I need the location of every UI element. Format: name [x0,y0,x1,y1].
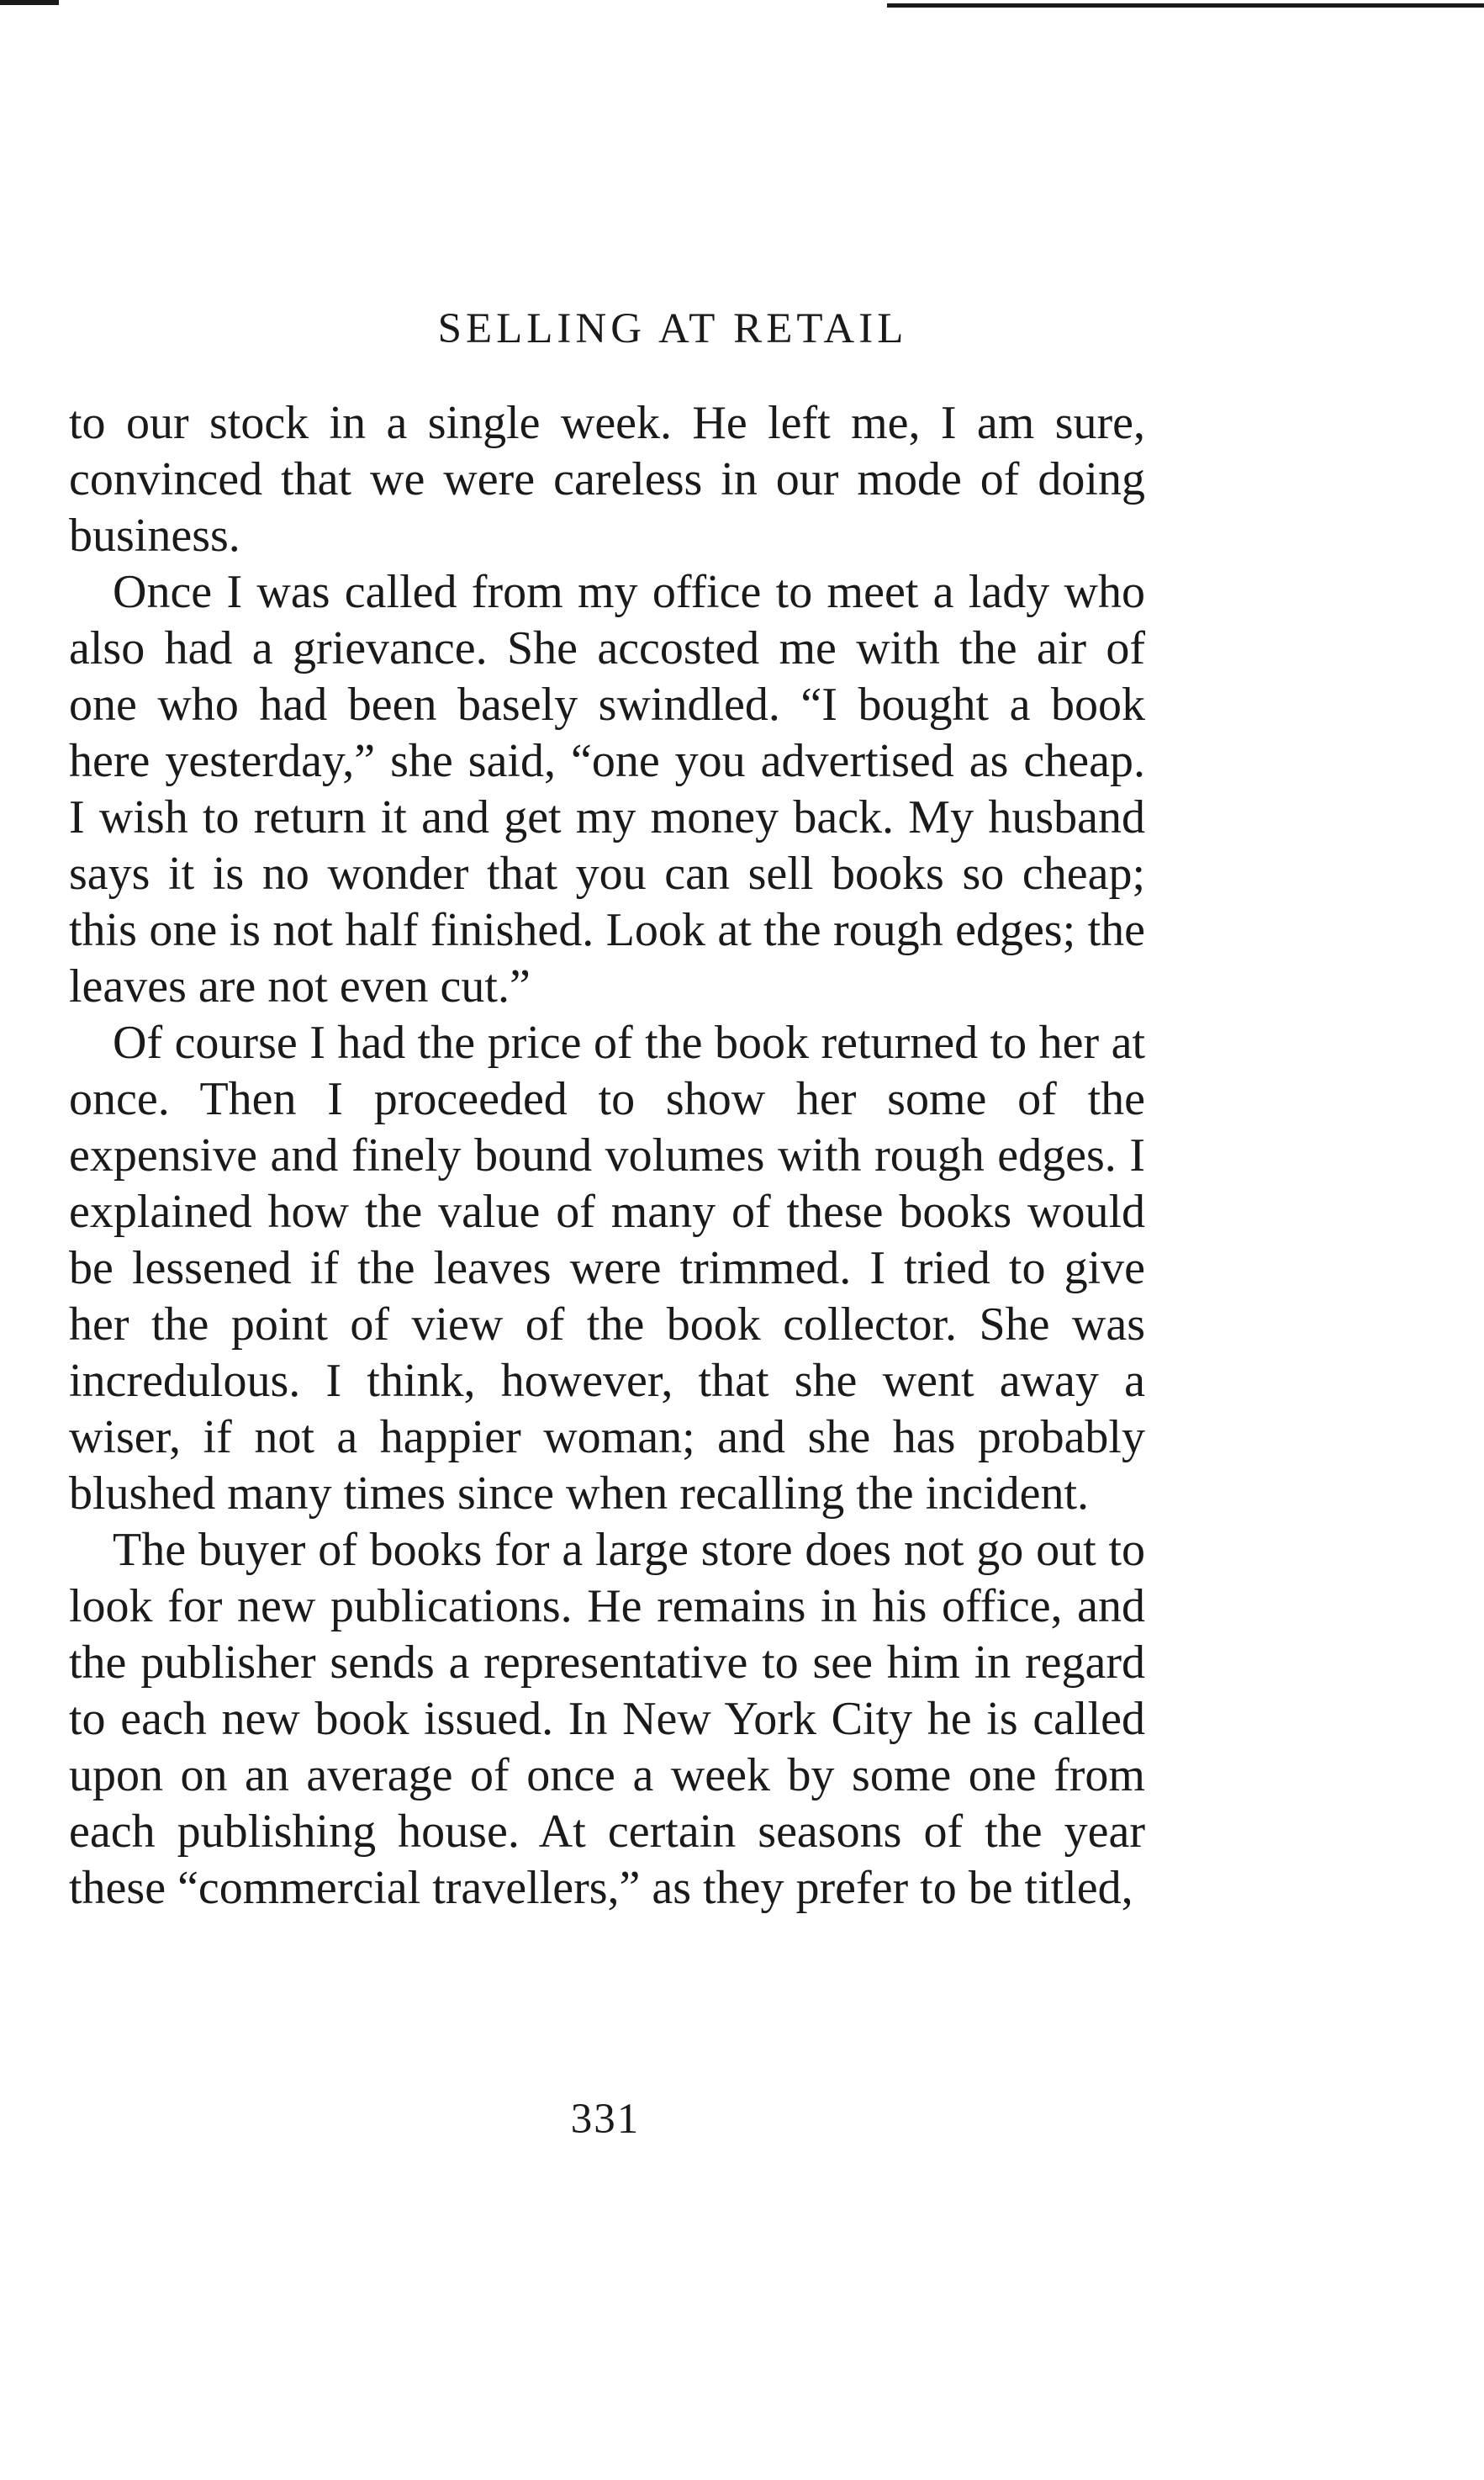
page-number: 331 [570,2096,641,2143]
paragraph: Of course I had the price of the book returned to her at once. Then I proceeded to show her some of the expensive and finely bound volumes with rough edges. I explained how the value of many of these books would be lessened if the leaves were trimmed. I tried to give her the point of view of the book collector. She was incredulous. I think, however, that she went away a wiser, if not a happier woman; and she has probably blushed many times since when recalling the incident. [69,1017,1145,1520]
paragraph: to our stock in a single week. He left me, I am sure, convinced that we were careless in our mode of doing business. [69,397,1145,562]
paragraph: The buyer of books for a large store does not go out to look for new publications. He remains in his office, and the publisher sends a representative to see him in regard to each new book issued. In New York City he is called upon on an average of once a week by some one from each publishing house. At certain seasons of the year these “commercial travellers,” as they prefer to be titled, [69,1524,1145,1914]
running-head: SELLING AT RETAIL [437,305,908,352]
body-text [69,395,1145,1917]
top-right-rule [887,3,1484,8]
top-left-rule [0,0,59,5]
paragraph: Once I was called from my office to meet a lady who also had a grievance. She accosted me with the air of one who had been basely swindled. “I bought a book here yesterday,” she said, “one you advertised as cheap. I wish to return it and get my money back. My husband says it is no wonder that you can sell books so cheap; this one is not half finished. Look at the rough edges; the leaves are not even cut.” [69,566,1145,1013]
